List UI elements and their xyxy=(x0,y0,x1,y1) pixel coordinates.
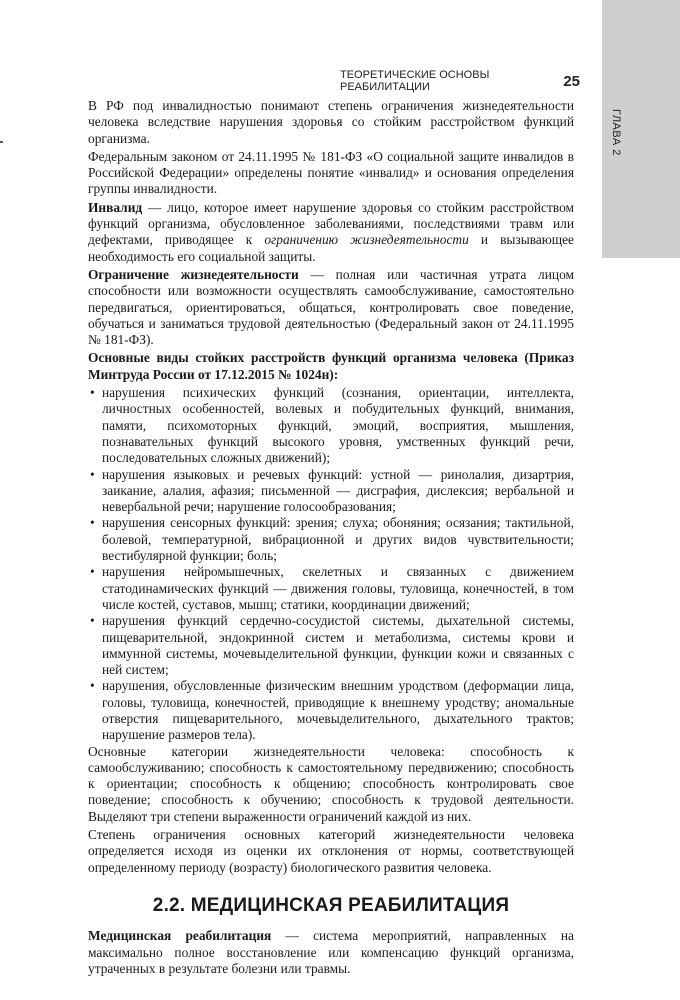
limitation-text: — полная или частичная утрата лицом способности или возможности осуществлять самообслуживание, самостоятельно передвигаться, ориентироваться, общаться, контролировать свое поведение, обучаться и заниматься трудовой деятельностью (Федеральный закон от 24.11.1995 № 181-ФЗ). xyxy=(88,266,574,348)
list-item: • нарушения языковых и речевых функций: устной — ринолалия, дизартрия, заикание, алалия, афазия; письменной — дисграфия, дислексия; вербальной и невербальной речи; нарушение голосообразования; xyxy=(88,467,574,516)
disorders-list xyxy=(88,385,574,744)
term-medical-rehabilitation: Медицинская реабилитация xyxy=(88,928,272,944)
paragraph-disability-definition: В РФ под инвалидностью понимают степень ограничения жизнедеятельности человека вследствие нарушения здоровья со стойким расстройством функций организма. xyxy=(88,98,574,146)
section-heading: 2.2. МЕДИЦИНСКАЯ РЕАБИЛИТАЦИЯ xyxy=(152,894,510,916)
paragraph-invalid-definition xyxy=(88,200,574,265)
paragraph-federal-law: Федеральным законом от 24.11.1995 № 181-ФЗ «О социальной защите инвалидов в Российской Федерации» определены понятие «инвалид» и основания определения группы инвалидности. xyxy=(88,148,574,197)
paragraph-categories: Основные категории жизнедеятельности человека: способность к самообслуживанию; способность к самостоятельному передвижению; способность к ориентации; способность к общению; способность контролировать свое поведение; способность к обучению; способность к трудовой деятельности. Выделяют три степени выраженности ограничений каждой из них. xyxy=(88,743,574,824)
list-item: • нарушения нейромышечных, скелетных и связанных с движением статодинамических функций — движения головы, туловища, конечностей, в том числе костей, суставов, мышц; статики, координации движений; xyxy=(88,564,574,613)
list-heading: Основные виды стойких расстройств функций организма человека (Приказ Минтруда России от 17.12.2015 № 1024н): xyxy=(88,350,574,382)
term-invalid: Инвалид xyxy=(88,199,143,215)
margin-mark xyxy=(0,141,3,143)
invalid-text-italic: ограничению жизнедеятельности xyxy=(264,232,469,248)
invalid-text-b: и вызывающее необходимость его социальной защиты. xyxy=(88,232,574,264)
paragraph-limitation-definition xyxy=(88,267,574,348)
running-header xyxy=(340,69,580,93)
list-item: • нарушения функций сердечно-сосудистой системы, дыхательной системы, пищеварительной, эндокринной систем и метаболизма, системы крови и иммунной системы, мочевыделительной функции, функции кожи и связанных с ней систем; xyxy=(88,613,574,678)
term-limitation: Ограничение жизнедеятельности xyxy=(88,266,299,282)
paragraph-medical-rehabilitation xyxy=(88,928,574,977)
list-item: • нарушения сенсорных функций: зрения; слуха; обоняния; осязания; тактильной, болевой, температурной, вибрационной и других видов чувствительности; вестибулярной функции; боль; xyxy=(88,515,574,564)
list-item: • нарушения психических функций (сознания, ориентации, интеллекта, личностных особенностей, волевых и побудительных функций, внимания, памяти, психомоторных функций, эмоций, восприятия, мышления, познавательных функций высокого уровня, умственных функций речи, последовательных сложных движений); xyxy=(88,385,574,466)
chapter-label: ГЛАВА 2 xyxy=(610,108,622,156)
list-item: • нарушения, обусловленные физическим внешним уродством (деформации лица, головы, туловища, конечностей, приводящие к внешнему уродству; аномальные отверстия пищеварительного, мочевыделительного, дыхательного трактов; нарушение размеров тела). xyxy=(88,678,574,743)
paragraph-degree: Степень ограничения основных категорий жизнедеятельности человека определяется исходя из оценки их отклонения от нормы, соответствующей определенному периоду (возрасту) биологического развития человека. xyxy=(88,827,574,875)
page-body xyxy=(88,98,574,979)
page-number: 25 xyxy=(563,72,580,90)
invalid-text-a: — лицо, которое имеет нарушение здоровья со стойким расстройством функций организма, обусловленное заболеваниями, последствиями травм или дефектами, приводящее к xyxy=(88,199,574,248)
running-title: ТЕОРЕТИЧЕСКИЕ ОСНОВЫ РЕАБИЛИТАЦИИ xyxy=(340,69,490,93)
medical-rehabilitation-text: — система мероприятий, направленных на максимально полное восстановление или компенсацию функций организма, утраченных в результате болезни или травмы. xyxy=(88,928,574,976)
